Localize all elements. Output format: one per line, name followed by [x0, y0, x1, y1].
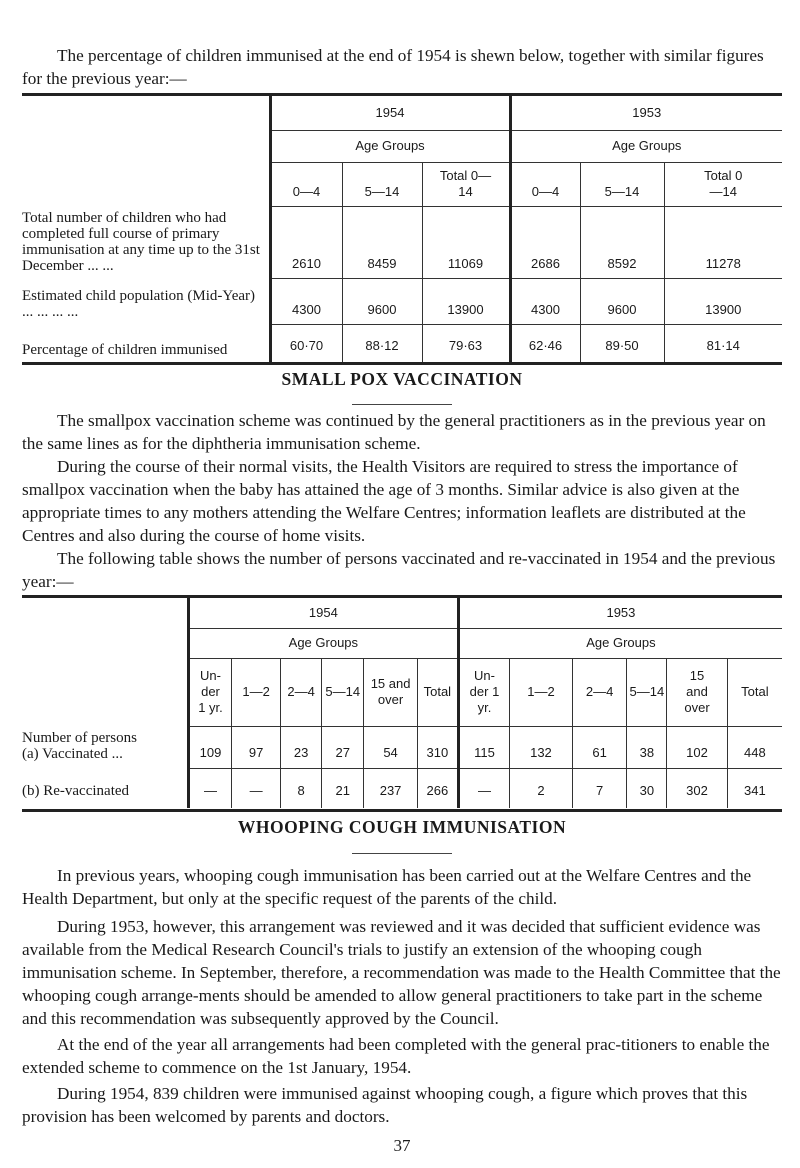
t1-row-label: Total number of children who had completed full course of primary immunisation at any time up to the 31st December ... ... [22, 210, 260, 274]
whooping-paragraph: At the end of the year all arrangements had been completed with the general prac-titioners to enable the extended scheme to commence on the 1st January, 1954. [22, 1035, 770, 1077]
t2-cell: 30 [627, 768, 667, 808]
t2-col-5-14-1954: 5—14 [322, 658, 364, 726]
t1-cell: 60·70 [270, 324, 342, 362]
t2-col-1-2-1954: 1—2 [232, 658, 281, 726]
t1-cell: 9600 [342, 278, 422, 324]
t2-cell: 61 [572, 726, 627, 768]
t1-cell: 88·12 [342, 324, 422, 362]
smallpox-paragraph: The smallpox vaccination scheme was continued by the general practitioners as in the previous year on the same lines as for the diphtheria immunisation scheme. [22, 411, 766, 453]
t2-cell: 237 [364, 768, 418, 808]
t2-cell: 21 [322, 768, 364, 808]
t1-cell: 79·63 [422, 324, 510, 362]
t2-cell: 310 [417, 726, 458, 768]
t2-cell: — [458, 768, 509, 808]
smallpox-paragraph: During the course of their normal visits, the Health Visitors are required to stress the importance of smallpox vaccination when the baby has attained the age of 3 months. Similar advice is also given at the appropriate times to any mothers attending the Welfare Centres; information leaflets are distributed at the Centres and also during the course of home visits. [22, 457, 746, 545]
t1-cell: 13900 [664, 278, 782, 324]
t2-age-groups-1953: Age Groups [458, 628, 782, 658]
t2-cell: 38 [627, 726, 667, 768]
t1-cell: 4300 [270, 278, 342, 324]
t2-cell: 2 [510, 768, 573, 808]
t1-cell: 2610 [270, 206, 342, 278]
smallpox-text [22, 409, 782, 593]
table-row [22, 206, 782, 278]
intro-paragraph: The percentage of children immunised at the end of 1954 is shewn below, together with similar figures for the previous year:— [22, 46, 764, 88]
t1-cell: 8459 [342, 206, 422, 278]
t2-col-total-1953: Total [727, 658, 782, 726]
table1-bottom-rule [22, 362, 782, 365]
heading-underline [352, 853, 452, 854]
t2-age-groups-1954: Age Groups [188, 628, 458, 658]
t1-col-5-14-1954: 5—14 [342, 162, 422, 206]
t2-cell: 7 [572, 768, 627, 808]
t1-cell: 89·50 [580, 324, 664, 362]
t2-cell: 341 [727, 768, 782, 808]
t1-cell: 11278 [664, 206, 782, 278]
immunisation-table [22, 96, 782, 362]
t1-cell: 81·14 [664, 324, 782, 362]
t2-col-under1-1954: Un-der 1 yr. [188, 658, 231, 726]
t1-cell: 8592 [580, 206, 664, 278]
t1-cell: 11069 [422, 206, 510, 278]
table-row [22, 278, 782, 324]
t1-cell: 4300 [510, 278, 580, 324]
page-number: 37 [393, 1136, 411, 1155]
t1-year-1953: 1953 [510, 96, 782, 130]
t2-cell: 54 [364, 726, 418, 768]
whooping-paragraph: In previous years, whooping cough immunisation has been carried out at the Welfare Centres and the Health Department, but only at the specific request of the parents of the child. [22, 866, 752, 908]
t2-col-2-4-1953: 2—4 [572, 658, 627, 726]
t1-age-groups-1954: Age Groups [270, 130, 510, 162]
t2-col-5-14-1953: 5—14 [627, 658, 667, 726]
t2-cell: 448 [727, 726, 782, 768]
t1-col-0-4-1954: 0—4 [270, 162, 342, 206]
t2-cell: — [188, 768, 231, 808]
t2-cell: 8 [281, 768, 322, 808]
t2-col-total-1954: Total [417, 658, 458, 726]
t1-cell: 62·46 [510, 324, 580, 362]
t2-cell: 97 [232, 726, 281, 768]
smallpox-paragraph: The following table shows the number of persons vaccinated and re-vaccinated in 1954 and the previous year:— [22, 549, 776, 591]
t2-cell: 23 [281, 726, 322, 768]
vaccination-table [22, 598, 782, 808]
t2-cell: 109 [188, 726, 231, 768]
t1-col-5-14-1953: 5—14 [580, 162, 664, 206]
t1-cell: 2686 [510, 206, 580, 278]
t1-col-total-1953: Total 0—14 [664, 162, 782, 206]
t2-year-1954: 1954 [188, 598, 458, 628]
whooping-heading: WHOOPING COUGH IMMUNISATION [237, 817, 567, 837]
t2-cell: 102 [667, 726, 727, 768]
t2-cell: 266 [417, 768, 458, 808]
whooping-paragraph: During 1954, 839 children were immunised against whooping cough, a figure which proves that this provision has been welcomed by parents and doctors. [22, 1084, 748, 1126]
t1-col-total-1954: Total 0—14 [422, 162, 510, 206]
table-row [22, 768, 782, 808]
t2-col-under1-1953: Un-der 1 yr. [458, 658, 509, 726]
t2-cell: 27 [322, 726, 364, 768]
table-row [22, 726, 782, 768]
t2-row-label: (b) Re-vaccinated [22, 783, 130, 799]
t2-cell: 115 [458, 726, 509, 768]
smallpox-heading: SMALL POX VACCINATION [281, 369, 523, 389]
t1-year-1954: 1954 [270, 96, 510, 130]
t1-col-0-4-1953: 0—4 [510, 162, 580, 206]
whooping-paragraph: During 1953, however, this arrangement was reviewed and it was decided that sufficient evidence was available from the Medical Research Council's trials to justify an extension of the whooping cough immunisation scheme. In September, therefore, a recommendation was made to the Health Committee that the whooping cough arrange-ments should be amended to allow general practitioners to take part in the scheme and this recommendation was subsequently approved by the Council. [22, 917, 781, 1028]
t1-age-groups-1953: Age Groups [510, 130, 782, 162]
t2-cell: 132 [510, 726, 573, 768]
t2-cell: 302 [667, 768, 727, 808]
t2-cell: — [232, 768, 281, 808]
t2-row-header: Number of persons [22, 730, 137, 746]
t2-year-1953: 1953 [458, 598, 782, 628]
heading-underline [352, 404, 452, 405]
whooping-text [22, 864, 782, 1128]
t2-col-1-2-1953: 1—2 [510, 658, 573, 726]
t1-cell: 13900 [422, 278, 510, 324]
t2-col-15-over-1953: 15 and over [667, 658, 727, 726]
t1-row-label: Percentage of children immunised [22, 342, 228, 358]
t2-row-label: (a) Vaccinated ... [22, 746, 123, 762]
table2-bottom-rule [22, 809, 782, 812]
t1-cell: 9600 [580, 278, 664, 324]
t2-col-15-over-1954: 15 and over [364, 658, 418, 726]
table-row [22, 324, 782, 362]
t1-row-label: Estimated child population (Mid-Year) ... ... ... ... [22, 288, 256, 320]
t2-col-2-4-1954: 2—4 [281, 658, 322, 726]
